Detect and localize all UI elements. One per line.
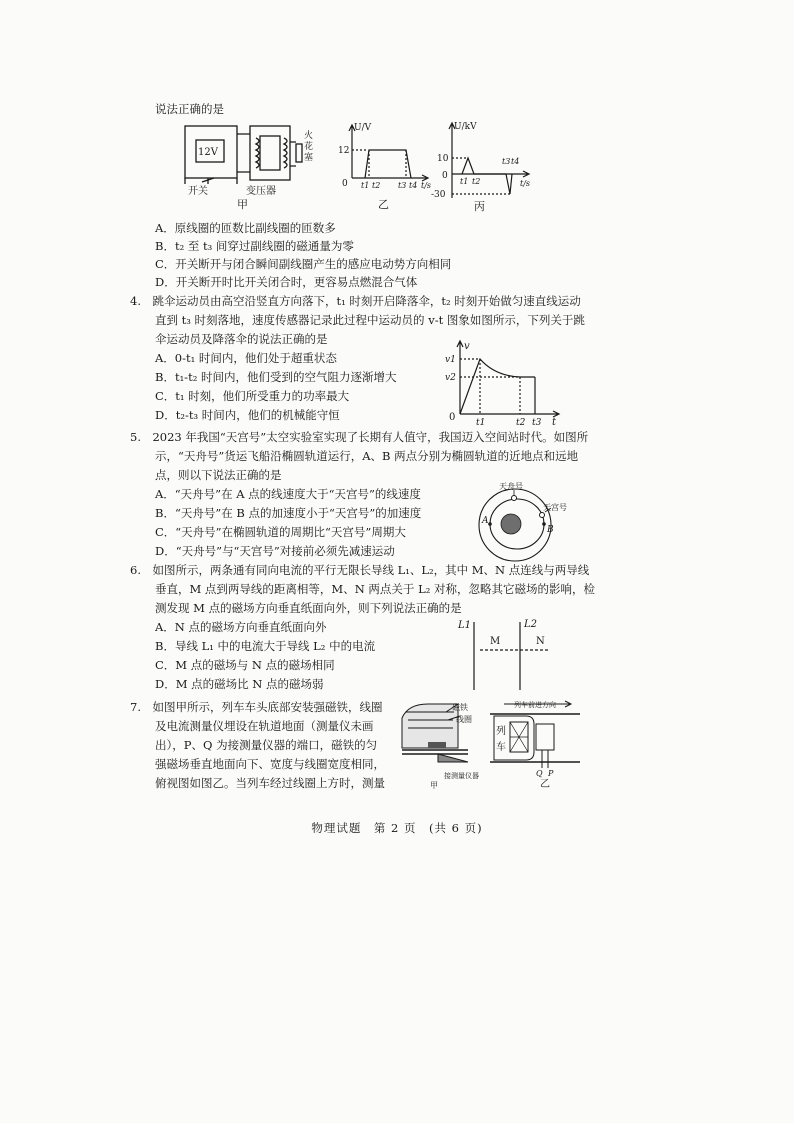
q5-option-a: A．“天舟号”在 A 点的线速度大于“天宫号”的线速度 — [155, 487, 421, 501]
q5-option-b: B．“天舟号”在 B 点的加速度小于“天宫号”的加速度 — [155, 506, 422, 520]
yi-t4: t4 — [409, 181, 418, 190]
q4-t3-label: t3 — [532, 418, 542, 426]
tiangong-label: 天宫号 — [543, 503, 567, 512]
q4-option-d: D．t₂-t₃ 时间内，他们的机械能守恒 — [155, 408, 340, 422]
q4-ylabel: v — [464, 341, 470, 352]
yi-pulse — [365, 150, 411, 178]
yi-origin: 0 — [342, 179, 348, 189]
train-label-1: 列 — [496, 726, 506, 737]
transformer-window — [260, 136, 280, 170]
tianzhou-label: 天舟号 — [499, 482, 523, 491]
yi-ylabel: U/V — [354, 123, 372, 133]
q5-stem-1: 5. 2023 年我国“天宫号”太空实验室实现了长期有人值守，我国迈入空间站时代。如图所 — [130, 430, 589, 444]
q6-stem-2: 垂直，M 点到两导线的距离相等，M、N 两点关于 L₂ 对称，忽略其它磁场的影响，检 — [155, 582, 595, 596]
top-track — [490, 714, 580, 762]
bing-t3: t3 — [502, 157, 511, 166]
intro-text: 说法正确的是 — [155, 102, 224, 116]
point-a-label: A — [482, 516, 489, 526]
yi-t2: t2 — [372, 181, 381, 190]
q7-stem-5: 俯视图如图乙。当列车经过线圈上方时，测量 — [155, 776, 385, 790]
q4-t1-label: t1 — [476, 418, 486, 426]
q6-option-c: C．M 点的磁场与 N 点的磁场相同 — [155, 658, 335, 672]
bing-xlabel: t/s — [520, 179, 531, 188]
q4-option-c: C．t₁ 时刻，他们所受重力的功率最大 — [155, 389, 350, 403]
transformer-core — [250, 126, 290, 180]
coil-label: 线圈 — [456, 715, 472, 724]
bing-t1: t1 — [460, 177, 469, 186]
magnet-label: 磁铁 — [452, 703, 468, 712]
q4-v1-label: v1 — [445, 355, 456, 365]
q4-v2-label: v2 — [445, 373, 456, 383]
q7-figure-jia — [398, 698, 486, 790]
point-m-label: M — [490, 636, 501, 647]
figure-yi-graph — [332, 120, 437, 215]
q3-option-c: C．开关断开与闭合瞬间副线圈产生的感应电动势方向相同 — [155, 257, 452, 271]
terminal-q-label: Q — [536, 769, 543, 778]
figure-yi-label: 乙 — [540, 779, 550, 790]
transformer-label: 变压器 — [246, 186, 276, 197]
train-label-2: 车 — [496, 742, 506, 753]
bing-t2: t2 — [472, 177, 481, 186]
q7-stem-4: 强磁场垂直地面向下、宽度与线圈宽度相同， — [155, 757, 385, 771]
bing-y-axis — [449, 123, 455, 198]
bing-origin: 0 — [442, 171, 448, 181]
terminal-p-label: P — [548, 769, 554, 778]
yi-t1: t1 — [361, 181, 370, 190]
q6-wires-figure — [450, 612, 565, 692]
point-a-marker — [488, 522, 492, 526]
q3-option-b: B．t₂ 至 t₃ 间穿过副线圈的磁通量为零 — [155, 239, 354, 253]
primary-coil — [256, 138, 259, 168]
plug-label-2: 花 — [304, 142, 314, 152]
q4-stem-3: 伞运动员及降落伞的说法正确的是 — [155, 332, 328, 346]
direction-label: 列车前进方向 — [514, 701, 556, 709]
q5-option-c: C．“天舟号”在椭圆轨道的周期比“天宫号”周期大 — [155, 525, 406, 539]
secondary-coil — [284, 138, 287, 168]
q5-orbit-figure — [465, 482, 575, 562]
q3-option-d: D．开关断开时比开关闭合时，更容易点燃混合气体 — [155, 275, 418, 289]
switch-symbol — [202, 178, 214, 184]
q4-option-a: A．0-t₁ 时间内，他们处于超重状态 — [155, 351, 337, 365]
bing-y-bottom: -30 — [431, 190, 446, 200]
bing-ylabel: U/kV — [454, 122, 477, 132]
q7-stem-2: 及电流测量仪埋设在轨道地面（测量仪未画 — [155, 719, 374, 733]
figure-jia-circuit — [180, 122, 315, 212]
track-rails — [402, 750, 468, 754]
bing-y-top: 10 — [437, 154, 449, 164]
battery-label: 12V — [198, 147, 218, 158]
figure-yi-caption: 乙 — [378, 198, 389, 211]
q6-option-d: D．M 点的磁场比 N 点的磁场弱 — [155, 677, 324, 691]
q4-origin: 0 — [449, 412, 456, 423]
earth-icon — [501, 514, 521, 534]
wire-l2-label: L2 — [524, 619, 538, 630]
figure-jia-label: 甲 — [430, 781, 438, 790]
q5-option-d: D．“天舟号”与“天宫号”对接前必须先减速运动 — [155, 544, 395, 558]
tianzhou-icon — [512, 496, 517, 501]
q5-stem-3: 点，则以下说法正确的是 — [155, 468, 282, 482]
q3-option-a: A．原线圈的匝数比副线圈的匝数多 — [155, 221, 336, 235]
figure-bing-graph — [428, 118, 538, 218]
figure-bing-caption: 丙 — [474, 200, 485, 213]
plug-label-1: 火 — [304, 131, 314, 141]
plug-label-3: 塞 — [304, 153, 314, 163]
q4-velocity-curve — [460, 359, 535, 414]
q4-vt-graph — [440, 338, 565, 426]
figure-jia-caption: 甲 — [237, 198, 248, 211]
point-b-marker — [542, 522, 546, 526]
bing-t4: t4 — [511, 157, 520, 166]
point-b-label: B — [547, 525, 554, 535]
coil-loop — [536, 724, 554, 750]
tiangong-icon — [540, 513, 545, 518]
wire-l1-label: L1 — [458, 620, 472, 631]
circuit-wires — [185, 134, 250, 184]
q4-xlabel: t — [552, 417, 557, 426]
q4-option-b: B．t₁-t₂ 时间内，他们受到的空气阻力逐渐增大 — [155, 370, 397, 384]
q4-stem-1: 4. 跳伞运动员由高空沿竖直方向落下，t₁ 时刻开启降落伞，t₂ 时刻开始做匀速直线运动 — [130, 294, 581, 308]
q4-t-axis — [460, 411, 559, 417]
q6-stem-3: 测发现 M 点的磁场方向垂直纸面向外，则下列说法正确的是 — [155, 601, 462, 615]
q5-stem-2: 示，“天舟号”货运飞船沿椭圆轨道运行，A、B 两点分别为椭圆轨道的近地点和远地 — [155, 449, 579, 463]
q7-stem-3: 出），P、Q 为接测量仪器的端口，磁铁的匀 — [155, 738, 378, 752]
q6-option-b: B．导线 L₁ 中的电流大于导线 L₂ 中的电流 — [155, 639, 376, 653]
magnet-block — [428, 742, 446, 748]
q6-option-a: A．N 点的磁场方向垂直纸面向外 — [155, 620, 327, 634]
track-coil — [438, 754, 468, 762]
q7-stem-1: 7. 如图甲所示，列车车头底部安装强磁铁，线圈 — [130, 700, 383, 714]
point-n-label: N — [536, 636, 545, 647]
q6-stem-1: 6. 如图所示，两条通有同向电流的平行无限长导线 L₁、L₂，其中 M、N 点连线与两导线 — [130, 563, 590, 577]
q7-figure-yi — [490, 694, 600, 790]
switch-label: 开关 — [188, 186, 208, 197]
page-footer: 物理试题 第 2 页 (共 6 页) — [311, 821, 483, 835]
spark-plug — [296, 144, 302, 162]
yi-t3: t3 — [398, 181, 407, 190]
q4-t2-label: t2 — [516, 418, 526, 426]
yi-xlabel: t/s — [421, 181, 432, 190]
q4-stem-2: 直到 t₃ 时刻落地，速度传感器记录此过程中运动员的 v-t 图象如图所示，下列关于跳 — [155, 313, 585, 327]
meter-label: 接测量仪器 — [444, 772, 479, 780]
train-body — [402, 704, 458, 748]
yi-y-value: 12 — [338, 146, 350, 156]
